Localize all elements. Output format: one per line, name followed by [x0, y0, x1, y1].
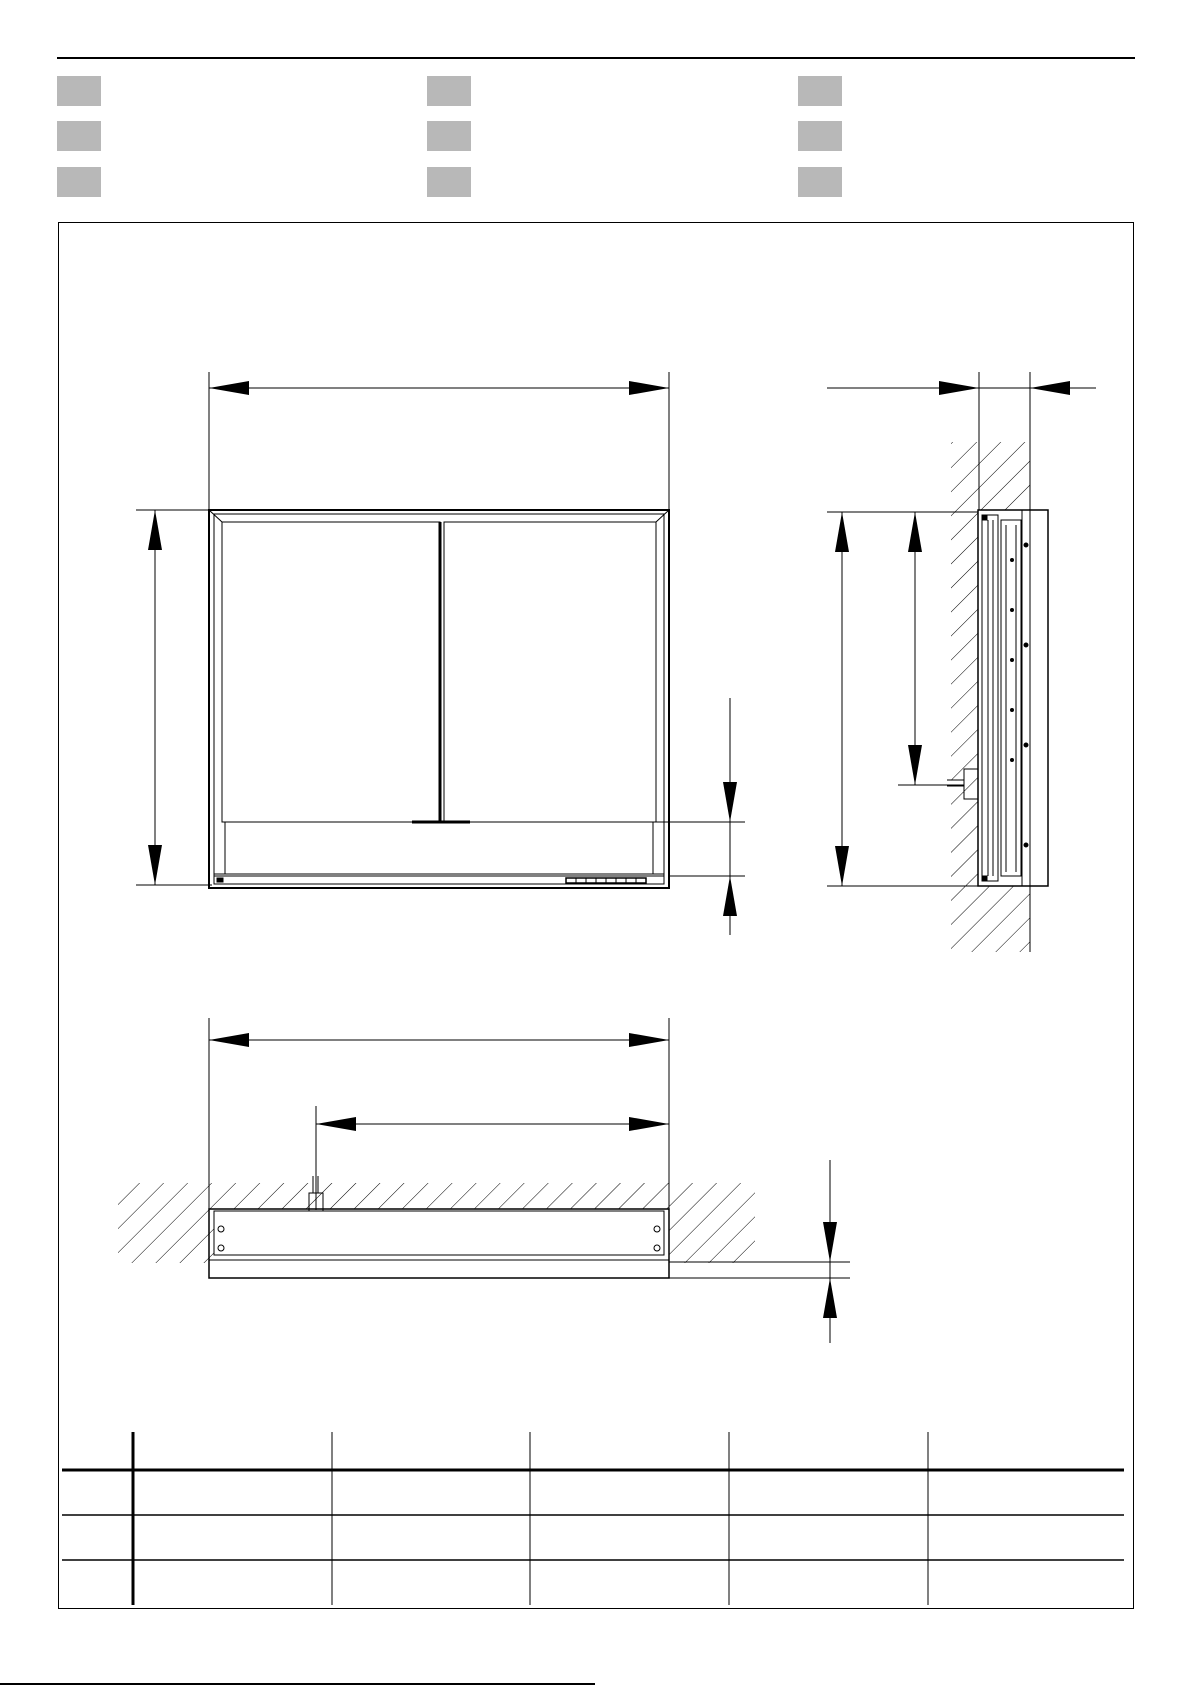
control-panel: [566, 878, 646, 883]
side-view: [827, 372, 1096, 952]
table-row: [62, 1515, 1124, 1560]
front-view: [136, 372, 745, 935]
left-door: [222, 522, 440, 822]
table-row: [62, 1560, 1124, 1605]
table-header-row: [62, 1432, 1124, 1470]
plan-view: [118, 1018, 850, 1343]
table-row: [62, 1470, 1124, 1515]
right-door: [444, 522, 656, 822]
spec-table: [62, 1432, 1124, 1605]
